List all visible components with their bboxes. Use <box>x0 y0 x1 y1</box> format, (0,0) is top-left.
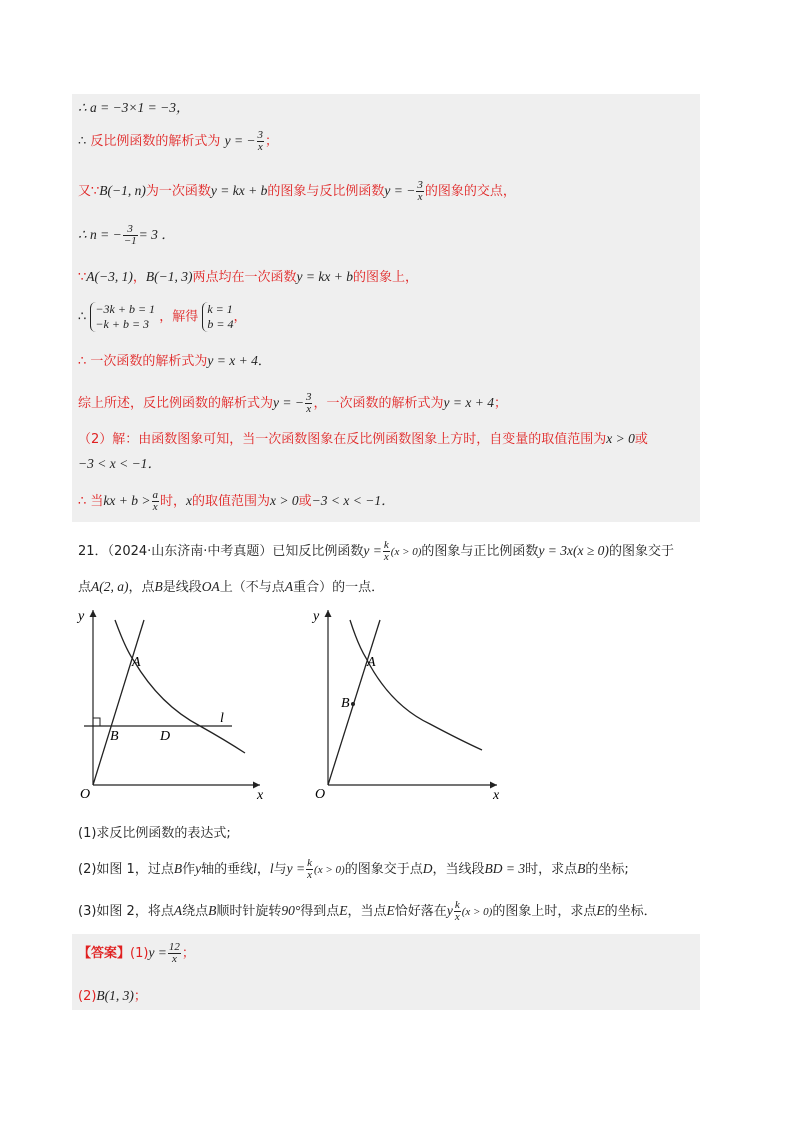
part-1: (1)求反比例函数的表达式; <box>78 826 231 841</box>
question-line-1: 21．（2024·山东济南·中考真题）已知反比例函数y = $\frac{k}{x}$ (x > 0)的图象与正比例函数y = 3x(x ≥ 0)的图象交于 <box>78 539 674 563</box>
solution-line-10: −3 < x < −1． <box>78 456 161 471</box>
answer-line-2: (2)B(1, 3)； <box>78 988 147 1004</box>
question-line-2: 点A(2, a)，点B是线段OA上（不与点A重合）的一点． <box>78 579 385 595</box>
fraction: $\frac{3}{x}$ <box>305 391 312 415</box>
point-B <box>351 702 355 706</box>
figure-2 <box>311 609 500 803</box>
part-2: (2)如图 1，过点B作y轴的垂线l，l与y = $\frac{k}{x}$ (x > 0)的图象交于点D，当线段BD = 3时，求点B的坐标; <box>78 857 629 881</box>
fraction: $\frac{k}{x}$ <box>383 539 389 563</box>
figures <box>60 600 520 810</box>
label-D: D <box>160 729 171 744</box>
answer-line-1: 【答案】(1)y = $\frac{12}{x}$ ； <box>78 941 195 965</box>
fraction: $\frac{3}{x}$ <box>417 179 423 203</box>
solution-line-6: ∴ −3k + b = 1 −k + b = 3 ，解得 k = 1 b = 4 ， <box>78 302 247 331</box>
label-l: l <box>220 711 224 726</box>
equation-system: −3k + b = 1 −k + b = 3 <box>90 302 155 332</box>
fraction: $\frac{12}{x}$ <box>168 941 180 965</box>
hyperbola-curve <box>115 620 245 753</box>
fraction: $\frac{k}{x}$ <box>454 899 460 923</box>
solution-line-4: ∴ n = − $\frac{3}{-1}$ = 3 ． <box>78 223 175 247</box>
solution-line-8: 综上所述，反比例函数的解析式为y = − $\frac{3}{x}$ ，一次函数的解析式为y = x + 4； <box>78 391 507 415</box>
label-x: x <box>257 788 264 803</box>
label-A: A <box>367 655 376 670</box>
solution-line-11: ∴ 当kx + b > $\frac{a}{x}$ 时，x的取值范围为x > 0或−3 < x < −1． <box>78 489 395 513</box>
label-A: A <box>132 655 141 670</box>
label-x: x <box>493 788 500 803</box>
solution-line-7: ∴ 一次函数的解析式为y = x + 4． <box>78 353 271 369</box>
label-y: y <box>313 609 320 624</box>
figure-1 <box>76 609 264 803</box>
label-B: B <box>110 729 119 744</box>
fraction: $\frac{k}{x}$ <box>307 857 313 881</box>
equation-system: k = 1 b = 4 <box>202 302 233 332</box>
right-angle-mark <box>93 718 100 726</box>
part-3: (3)如图 2，将点A绕点B顺时针旋转90°得到点E，当点E恰好落在y $\frac{k}{x}$ (x > 0)的图象上时，求点E的坐标． <box>78 899 657 923</box>
solution-line-5: ∵A(−3, 1)，B(−1, 3)两点均在一次函数y = kx + b的图象上， <box>78 269 418 285</box>
hyperbola-curve <box>350 620 482 750</box>
fraction: $\frac{a}{x}$ <box>152 489 158 513</box>
solution-line-2: ∴ 反比例函数的解析式为 y = − $\frac{3}{x}$ ； <box>78 129 279 153</box>
label-O: O <box>80 787 91 802</box>
solution-line-3: 又∵B(−1, n)为一次函数y = kx + b的图象与反比例函数y = − $\frac{3}{x}$ 的图象的交点， <box>78 179 516 203</box>
label-y: y <box>78 609 85 624</box>
label-O: O <box>315 787 326 802</box>
proportional-line <box>93 620 144 785</box>
label-B: B <box>341 696 350 711</box>
fraction: $\frac{3}{-1}$ <box>123 223 137 247</box>
solution-line-1: ∴ a = −3×1 = −3， <box>78 100 190 115</box>
solution-line-9: （2）解：由函数图象可知，当一次函数图象在反比例函数图象上方时，自变量的取值范围为x > 0或 <box>78 431 648 447</box>
fraction: $\frac{3}{x}$ <box>257 129 264 153</box>
